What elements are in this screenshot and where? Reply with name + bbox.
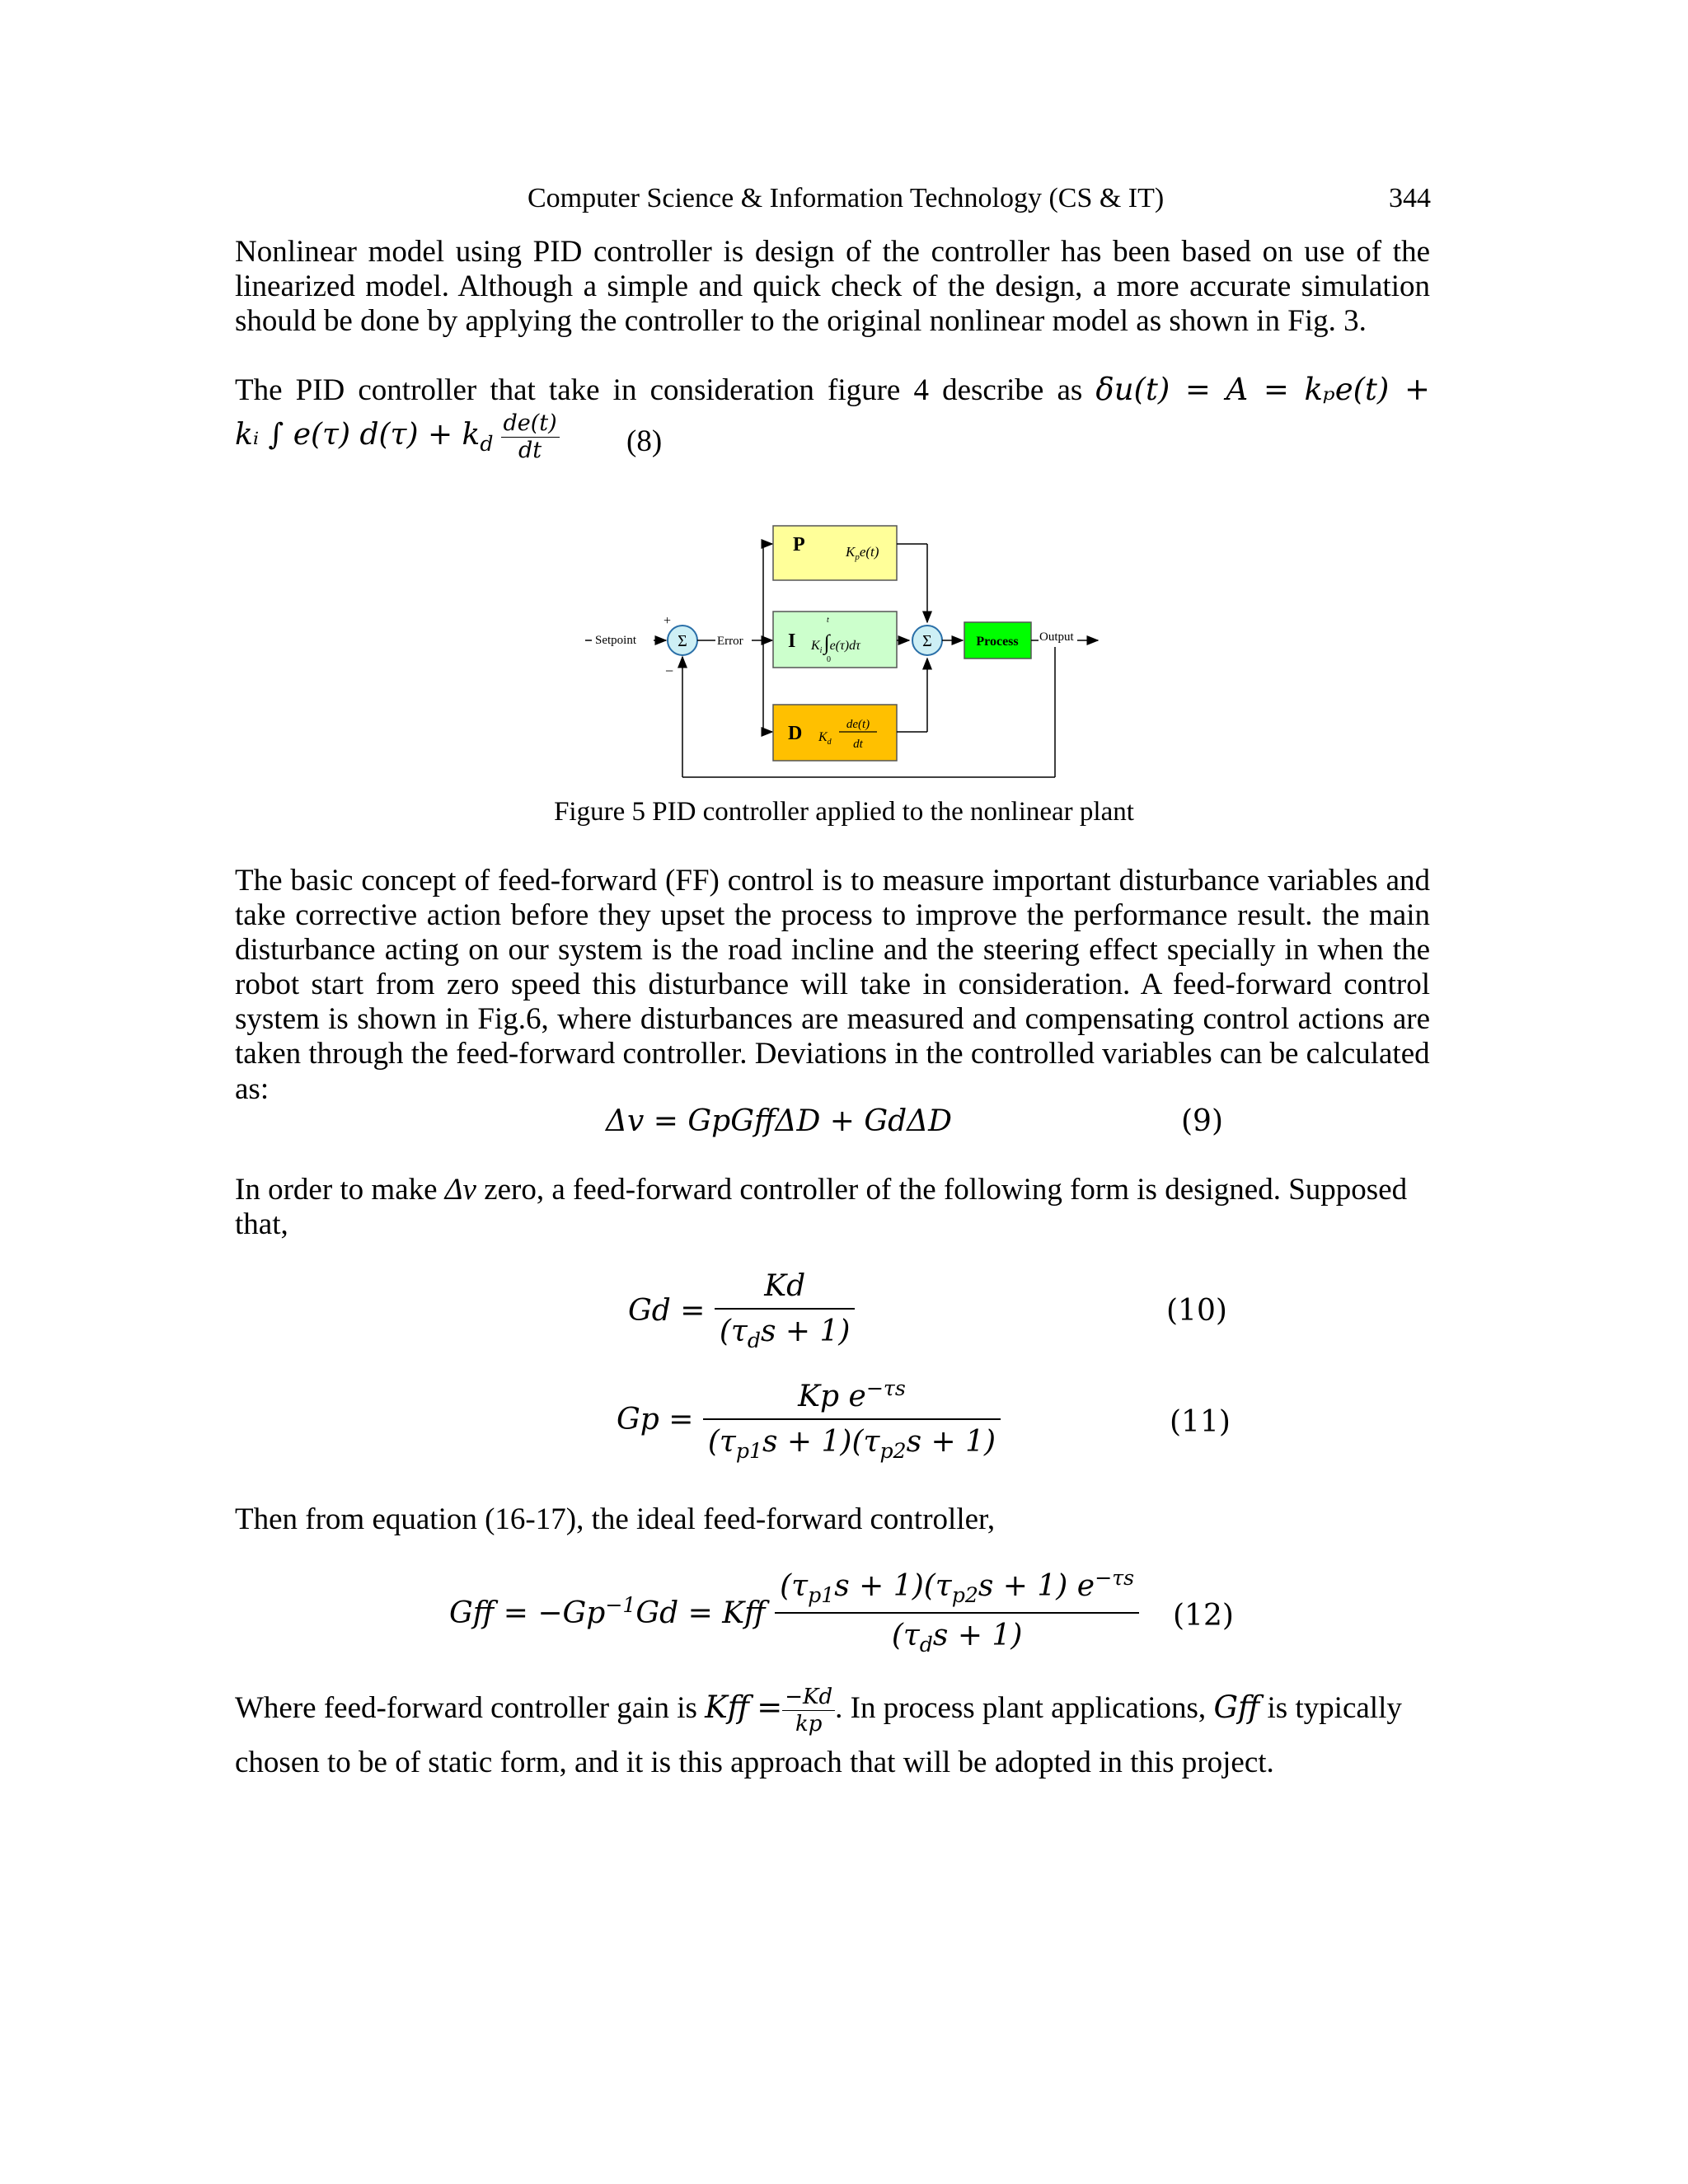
paragraph-ideal-controller: Then from equation (16-17), the ideal feed-forward controller, — [235, 1502, 996, 1536]
i-block-term: $K_i\int e(\tau)d\tau$ — [811, 630, 860, 655]
paragraph-nonlinear-model: Nonlinear model using PID controller is design of the controller has been based on use of the linearized model. Although a simple and quick check of the design, a more accurate simulation should be done by applying the controller to the original nonlinear model as shown in Fig. 3. — [235, 235, 1430, 338]
i-block-lower-limit: 0 — [827, 655, 831, 664]
sum1-plus: + — [663, 614, 672, 628]
equation-8-fraction: $\frac{de(t)}{dt}$ — [501, 412, 560, 462]
equation-11 — [617, 1376, 1001, 1463]
equation-11-fraction: $\frac{Kp e^{-\tau s}}{(\tau_{p1}s + 1)(\tau_{p2}s + 1)}$ — [703, 1376, 1001, 1463]
error-label: Error — [717, 635, 743, 648]
equation-8-part1: δu(t) = A = kₚe(t) + — [1095, 372, 1430, 407]
equation-12 — [449, 1566, 1139, 1657]
kff-fraction: $\frac{-Kd}{kp}$ — [782, 1685, 835, 1736]
equation-8-line2: kᵢ ∫ e(τ) $d(\tau) + k_d$ $\frac{de(t)}{dt}$ — [235, 412, 560, 462]
paragraph-pid-intro — [235, 373, 1430, 408]
paragraph-make-zero: In order to make Δv zero, a feed-forward controller of the following form is designed. Supposed — [235, 1173, 1408, 1207]
running-header: Computer Science & Information Technology (CS & IT) — [528, 183, 1165, 213]
process-label: Process — [976, 635, 1019, 649]
equation-10-fraction: $\frac{Kd}{(\tau_ds + 1)}$ — [715, 1269, 856, 1352]
d-block-label: D — [788, 723, 803, 744]
kff-symbol: Kff — [705, 1689, 749, 1725]
delta-v-symbol: Δv — [444, 1173, 476, 1207]
sum2-symbol: Σ — [922, 632, 932, 650]
equation-12-number: (12) — [1173, 1599, 1234, 1633]
i-block-upper-limit: t — [827, 616, 829, 625]
equation-11-lhs: Gp = — [617, 1403, 694, 1437]
equation-8-number: (8) — [626, 424, 663, 458]
equation-12-lhs: Gff = $-Gp^{-1}Gd$ = Kff — [449, 1592, 766, 1630]
paragraph-feed-forward-end: as: — [235, 1072, 270, 1106]
sum1-symbol: Σ — [678, 632, 687, 650]
paragraph-feed-forward — [235, 864, 1430, 1071]
equation-9-rhs: = GpGffΔD + GdΔD — [653, 1104, 953, 1138]
paragraph-kff-line2: chosen to be of static form, and it is this approach that will be adopted in this project. — [235, 1746, 1274, 1779]
equation-10-number: (10) — [1166, 1294, 1227, 1328]
feed-forward-text: The basic concept of feed-forward (FF) control is to measure important disturbance variables and take corrective action before they upset the process to improve the performance result. the main disturbance acting on our system is the road incline and the steering effect specially in when the robot start from zero speed this disturbance will take in consideration. A feed-forward control system is shown in Fig.6, where disturbances are measured and compensating control actions are taken through the feed-forward controller. Deviations in the controlled variables can be calculated — [235, 864, 1430, 1071]
paragraph-kff: Where feed-forward controller gain is Kff = $\frac{-Kd}{kp}$ . In process plant applications, Gff is typically — [235, 1685, 1402, 1736]
equation-10-lhs: Gd = — [628, 1294, 706, 1329]
equation-9-number: (9) — [1181, 1104, 1223, 1138]
figure-caption: Figure 5 PID controller applied to the nonlinear plant — [554, 797, 1134, 827]
equation-11-number: (11) — [1170, 1405, 1231, 1439]
d-block-den: dt — [853, 738, 863, 751]
equation-9-lhs: Δv — [606, 1104, 645, 1138]
pid-intro-text: The PID controller that take in consideration figure 4 describe as — [235, 373, 1083, 407]
paragraph-make-zero-end: that, — [235, 1207, 288, 1241]
sum1-minus: − — [665, 663, 674, 679]
d-block-num: de(t) — [846, 718, 870, 731]
equation-12-fraction: $\frac{(\tau_{p1}s + 1)(\tau_{p2}s + 1) e^{-\tau s}}{(\tau_ds + 1)}$ — [775, 1566, 1139, 1657]
equation-8-part2: kᵢ ∫ e(τ) d(τ) + k — [235, 417, 481, 452]
d-block-gain: $K_d$ — [818, 730, 832, 747]
equation-9 — [606, 1104, 952, 1138]
p-block-label: P — [793, 534, 805, 555]
p-block-term: $K_pe(t)$ — [846, 544, 879, 562]
equation-10 — [628, 1269, 855, 1352]
gff-symbol: Gff — [1213, 1689, 1260, 1725]
i-block-label: I — [788, 630, 796, 652]
page-number: 344 — [1389, 183, 1431, 213]
output-label: Output — [1039, 630, 1074, 644]
pid-block-diagram — [577, 499, 1104, 787]
setpoint-label: Setpoint — [595, 634, 637, 647]
